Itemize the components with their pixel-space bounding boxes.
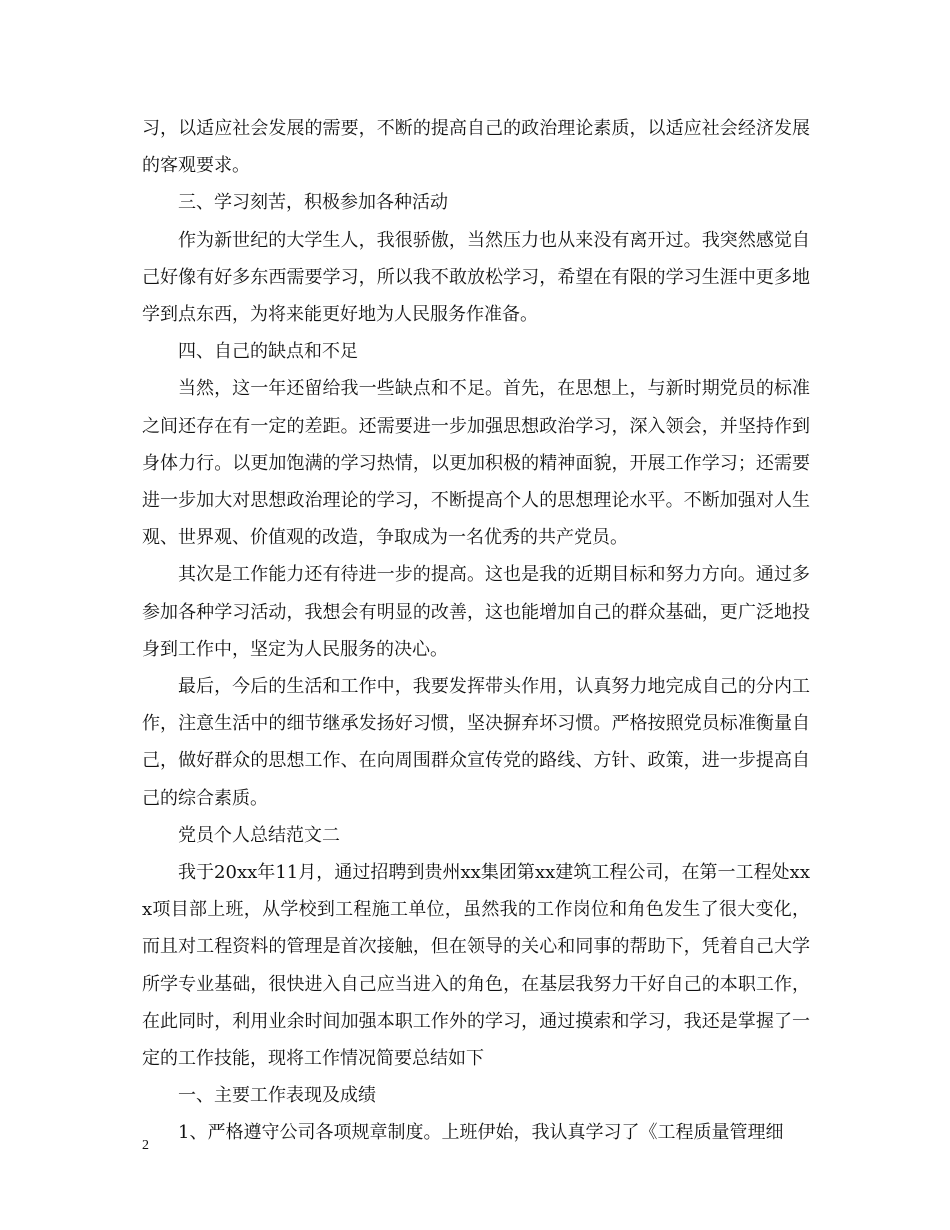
sample-title-2: 党员个人总结范文二 — [178, 824, 340, 846]
section-heading-1: 一、主要工作表现及成绩 — [178, 1085, 376, 1107]
paragraph-2: 作为新世纪的大学生人，我很骄傲，当然压力也从来没有离开过。我突然感觉自己好像有好多东西需要学习，所以我不敢放松学习，希望在有限的学习生涯中更多地学到点东西，为将来能更好地为人民服务作准备。 — [142, 229, 810, 326]
paragraph-5: 最后，今后的生活和工作中，我要发挥带头作用，认真努力地完成自己的分内工作，注意生活中的细节继承发扬好习惯，坚决摒弃坏习惯。严格按照党员标准衡量自己，做好群众的思想工作、在向周围群众宣传党的路线、方针、政策，进一步提高自己的综合素质。 — [142, 676, 810, 809]
paragraph-4: 其次是工作能力还有待进一步的提高。这也是我的近期目标和努力方向。通过多参加各种学习活动，我想会有明显的改善，这也能增加自己的群众基础，更广泛地投身到工作中，坚定为人民服务的决心。 — [142, 564, 810, 660]
paragraph-6: 我于20xx年11月，通过招聘到贵州xx集团第xx建筑工程公司，在第一工程处xxx项目部上班，从学校到工程施工单位，虽然我的工作岗位和角色发生了很大变化，而且对工程资料的管理是首次接触，但在领导的关心和同事的帮助下，凭着自己大学所学专业基础，很快进入自己应当进入的角色，在基层我努力干好自己的本职工作，在此同时，利用业余时间加强本职工作外的学习，通过摸索和学习，我还是掌握了一定的工作技能，现将工作情况简要总结如下 — [142, 862, 810, 1070]
section-heading-4: 四、自己的缺点和不足 — [178, 341, 358, 363]
document-body — [142, 110, 810, 1152]
paragraph-1: 习，以适应社会发展的需要，不断的提高自己的政治理论素质，以适应社会经济发展的客观要求。 — [142, 118, 810, 177]
page-number: 2 — [142, 1138, 149, 1153]
section-heading-3: 三、学习刻苦，积极参加各种活动 — [178, 192, 448, 214]
paragraph-7: 1、严格遵守公司各项规章制度。上班伊始，我认真学习了《工程质量管理细 — [178, 1122, 784, 1144]
paragraph-3: 当然，这一年还留给我一些缺点和不足。首先，在思想上，与新时期党员的标准之间还存在有一定的差距。还需要进一步加强思想政治学习，深入领会，并坚持作到身体力行。以更加饱满的学习热情，以更加积极的精神面貌，开展工作学习；还需要进一步加大对思想政治理论的学习，不断提高个人的思想理论水平。不断加强对人生观、世界观、价值观的改造，争取成为一名优秀的共产党员。 — [142, 378, 810, 549]
